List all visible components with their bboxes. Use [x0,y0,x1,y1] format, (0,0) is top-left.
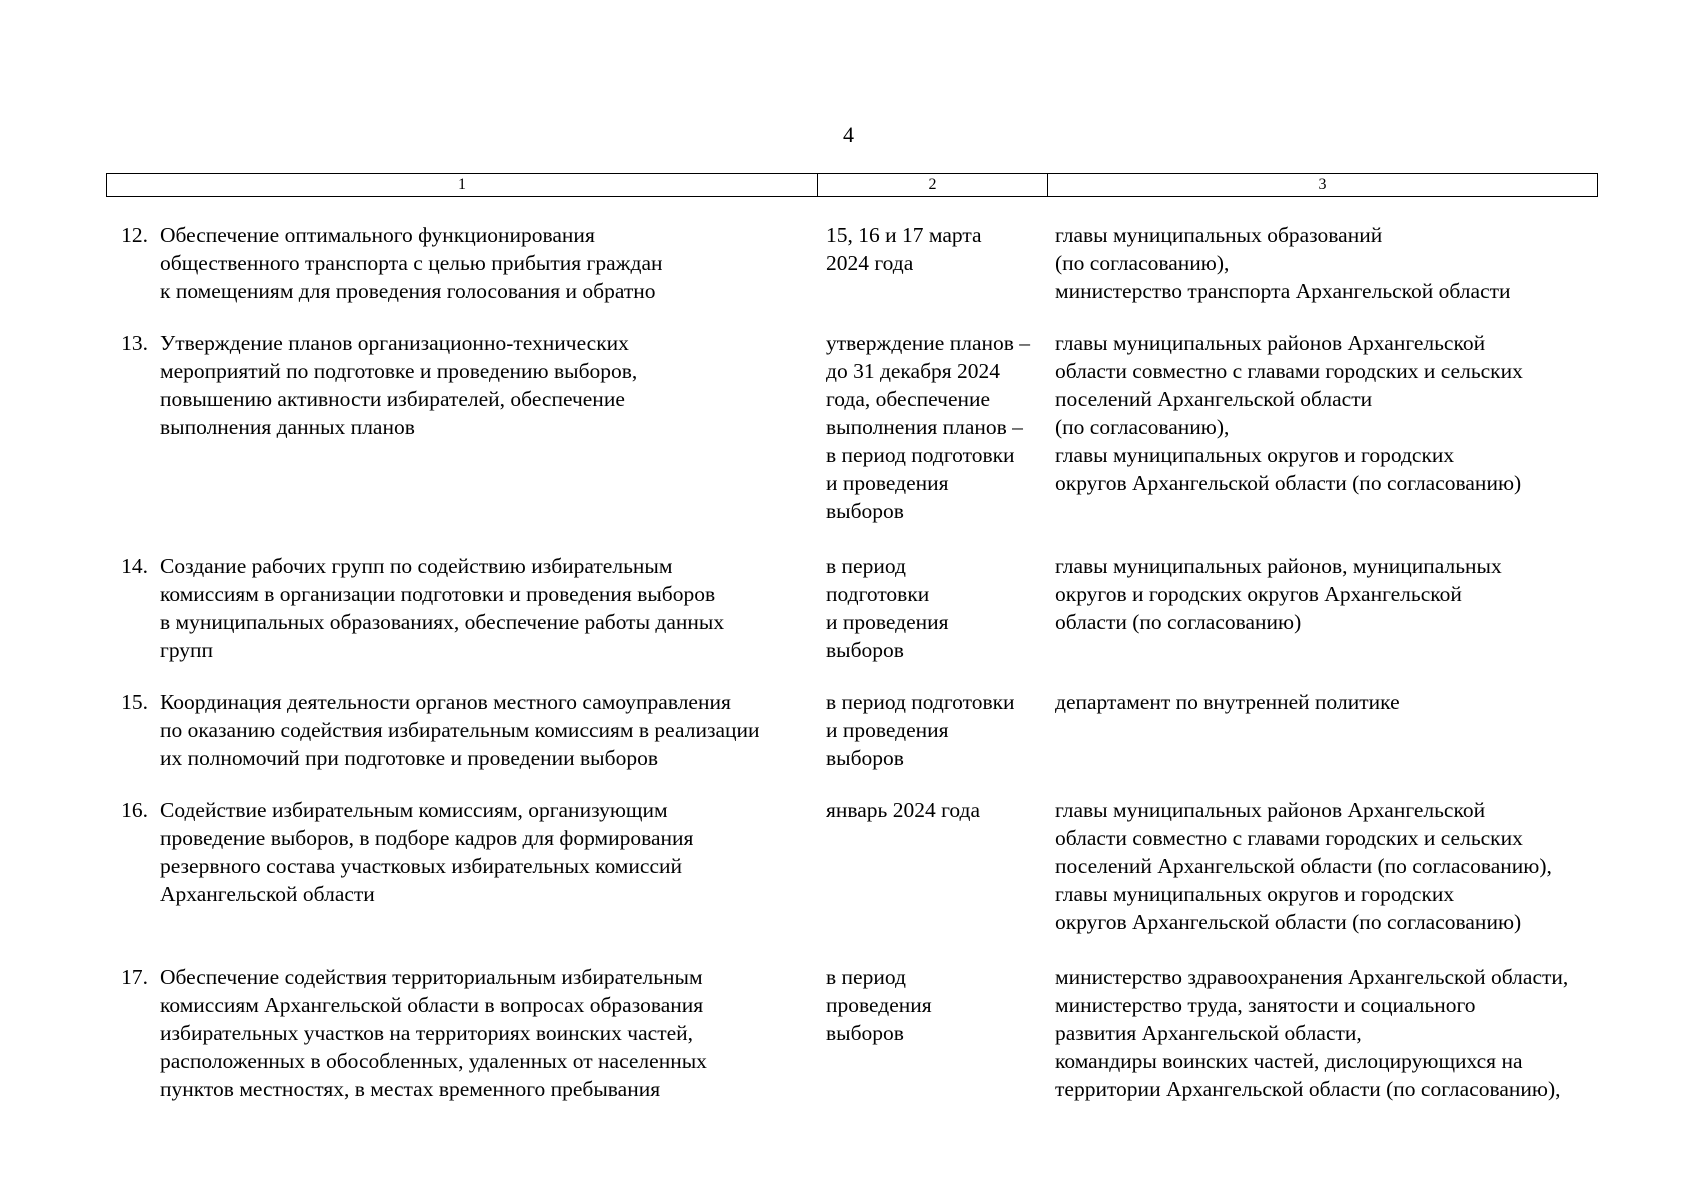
measure-responsible: главы муниципальных районов Архангельской области совместно с главами городских и сельских поселений Архангельской области (по согласованию), главы муниципальных округов и городских округов Архангельской области (по согласованию) [1055,331,1523,495]
table-row [106,796,1598,936]
measure-deadline: 15, 16 и 17 марта 2024 года [826,223,982,275]
table-row [106,329,1598,525]
row-number: 14. [121,554,148,578]
measure-responsible: главы муниципальных районов, муниципальных округов и городских округов Архангельской области (по согласованию) [1055,554,1502,634]
measure-deadline: в период подготовки и проведения выборов [826,554,949,662]
measure-description: Содействие избирательным комиссиям, организующим проведение выборов, в подборе кадров для формирования резервного состава участковых избирательных комиссий Архангельской области [160,798,694,906]
measure-responsible: департамент по внутренней политике [1055,690,1400,714]
row-number: 13. [121,331,148,355]
row-number: 17. [121,965,148,989]
measure-deadline: в период подготовки и проведения выборов [826,690,1015,770]
measure-deadline: в период проведения выборов [826,965,932,1045]
measure-description: Координация деятельности органов местного самоуправления по оказанию содействия избирательным комиссиям в реализации их полномочий при подготовке и проведении выборов [160,690,760,770]
table-row [106,221,1598,305]
measure-description: Обеспечение оптимального функционирования общественного транспорта с целью прибытия граждан к помещениям для проведения голосования и обратно [160,223,663,303]
measure-responsible: главы муниципальных районов Архангельской области совместно с главами городских и сельских поселений Архангельской области (по согласованию), главы муниципальных округов и городских округов Архангельской области (по согласованию) [1055,798,1552,934]
column-number-1: 1 [107,174,818,196]
row-number: 12. [121,223,148,247]
row-number: 16. [121,798,148,822]
column-number-2: 2 [818,174,1048,196]
column-number-header [106,173,1598,197]
measure-description: Создание рабочих групп по содействию избирательным комиссиям в организации подготовки и проведения выборов в муниципальных образованиях, обеспечение работы данных групп [160,554,725,662]
measure-description: Обеспечение содействия территориальным избирательным комиссиям Архангельской области в вопросах образования избирательных участков на территориях воинских частей, расположенных в обособленных, удаленных от населенных пунктов местностях, в местах временного пребывания [160,965,707,1101]
page-number: 4 [843,122,854,147]
row-number: 15. [121,690,148,714]
measure-deadline: утверждение планов – до 31 декабря 2024 года, обеспечение выполнения планов – в период подготовки и проведения выборов [826,331,1031,523]
measure-responsible: министерство здравоохранения Архангельской области, министерство труда, занятости и социального развития Архангельской области, командиры воинских частей, дислоцирующихся на территории Архангельской области (по согласованию), [1055,965,1569,1101]
measures-table [106,221,1598,1103]
measure-responsible: главы муниципальных образований (по согласованию), министерство транспорта Архангельской области [1055,223,1511,303]
column-number-3: 3 [1318,176,1327,193]
table-row [106,552,1598,664]
table-row [106,688,1598,772]
measure-deadline: январь 2024 года [826,798,981,822]
table-row [106,963,1598,1103]
measure-description: Утверждение планов организационно-технических мероприятий по подготовке и проведению выборов, повышению активности избирателей, обеспечение выполнения данных планов [160,331,638,439]
